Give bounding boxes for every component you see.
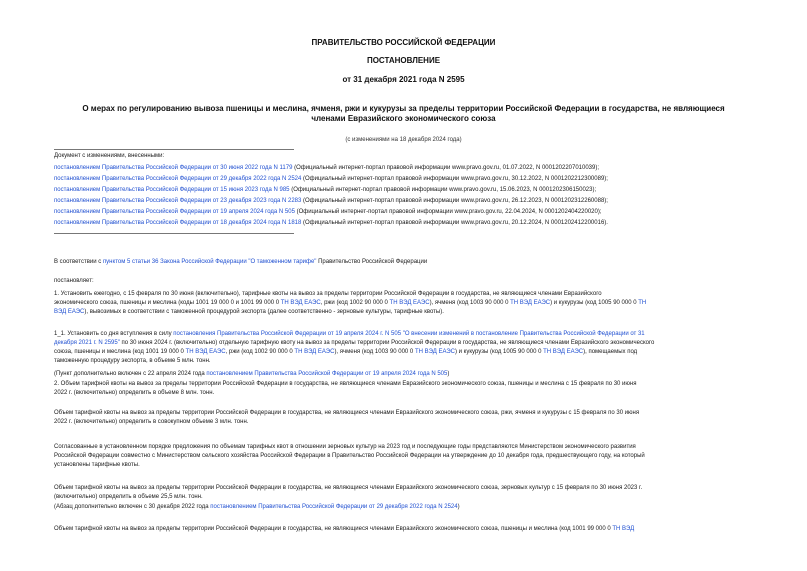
amendment-item (54, 219, 608, 227)
amendment-link[interactable]: постановлением Правительства Российской Федерации от 23 декабря 2023 года N 2283 (54, 198, 302, 204)
document-date-heading: от 31 декабря 2021 года N 2595 (342, 75, 465, 84)
paragraph-1-1-line-4: таможенную процедуру экспорта, в объеме 5 млн. тонн. (54, 358, 211, 364)
amendment-link[interactable]: постановлением Правительства Российской Федерации от 15 июня 2023 года N 985 (54, 187, 290, 193)
paragraph-1-1-note: (Пункт дополнительно включен с 22 апреля 2024 года постановлением Правительства Российской Федерации от 19 апреля 2024 года N 505) (54, 371, 450, 377)
tnved-link[interactable]: ТН ВЭД ЕАЭС (185, 349, 226, 355)
paragraph-1-1-line-1: 1_1. Установить со дня вступления в силу постановления Правительства Российской Федерации от 19 апреля 2024 г. N 505 "О внесении изменений в постановление Правительства Российской Федерации от 31 (54, 331, 645, 337)
amendment-item (54, 186, 596, 194)
customs-tariff-law-link[interactable]: пунктом 5 статьи 36 Закона Российской Федерации "О таможенном тарифе" (102, 259, 317, 265)
amendment-source: (Официальный интернет-портал правовой информации www.pravo.gov.ru, 15.06.2023, N 0001202306150023); (289, 187, 597, 193)
paragraph-5-note: (Абзац дополнительно включен с 30 декабря 2022 года постановлением Правительства Российской Федерации от 29 декабря 2022 года N 2524) (54, 504, 460, 510)
amendment-source: (Официальный интернет-портал правовой информации www.pravo.gov.ru, 22.04.2024, N 0001202404220020); (294, 209, 602, 215)
amendment-item (54, 197, 608, 205)
amendment-source: (Официальный интернет-портал правовой информации www.pravo.gov.ru, 20.12.2024, N 0001202412200016). (301, 220, 608, 226)
amendments-top-rule (54, 149, 294, 150)
amendment-item (54, 175, 608, 183)
paragraph-4-line-1: Согласованные в установленном порядке предложения по объемам тарифных квот в отношении зерновых культур на 2023 год и последующие годы представляются Министерством экономического развития (54, 444, 636, 450)
paragraph-6-line-1: Объем тарифной квоты на вывоз за пределы территории Российской Федерации в государства, не являющиеся членами Евразийского экономического союза, пшеницы и меслина (код 1001 99 000 0 ТН ВЭД (54, 526, 635, 532)
paragraph-4-line-3: установлены тарифные квоты. (54, 462, 140, 468)
amendment-source: (Официальный интернет-портал правовой информации www.pravo.gov.ru, 01.07.2022, N 0001202207010039); (292, 165, 600, 171)
amendment-link[interactable]: постановлением Правительства Российской Федерации от 29 декабря 2022 года N 2524 (54, 176, 302, 182)
paragraph-2-line-2: 2022 г. (включительно) определить в объеме 8 млн. тонн. (54, 390, 215, 396)
tnved-link[interactable]: ВЭД ЕАЭС (54, 309, 85, 315)
amendment-link[interactable]: постановлением Правительства Российской Федерации от 30 июня 2022 года N 1179 (54, 165, 293, 171)
tnved-link[interactable]: ТН ВЭД ЕАЭС (543, 349, 584, 355)
amendment-item (54, 164, 599, 172)
amendments-bottom-rule (54, 233, 294, 234)
paragraph-5-line-1: Объем тарифной квоты на вывоз за пределы территории Российской Федерации в государства, не являющиеся членами Евразийского экономического союза, зерновых культур с 15 февраля по 30 июня 2023 г. (54, 485, 643, 491)
amendment-source: (Официальный интернет-портал правовой информации www.pravo.gov.ru, 26.12.2023, N 0001202312260088); (301, 198, 608, 204)
government-heading: ПРАВИТЕЛЬСТВО РОССИЙСКОЙ ФЕДЕРАЦИИ (311, 38, 496, 47)
document-title-line-1: О мерах по регулированию вывоза пшеницы и меслина, ячменя, ржи и кукурузы за пределы территории Российской Федерации в государства, не являющиеся (82, 104, 725, 113)
amendment-link[interactable]: постановлением Правительства Российской Федерации от 19 апреля 2024 года N 505 (54, 209, 295, 215)
document-type-heading: ПОСТАНОВЛЕНИЕ (366, 56, 441, 65)
tnved-link[interactable]: ТН (638, 300, 647, 306)
paragraph-5-line-2: (включительно) определить в объеме 25,5 млн. тонн. (54, 494, 203, 500)
preamble: В соответствии с пунктом 5 статьи 36 Закона Российской Федерации "О таможенном тарифе" Правительство Российской Федерации (54, 259, 428, 265)
amendment-source: (Официальный интернет-портал правовой информации www.pravo.gov.ru, 30.12.2022, N 0001202212300089); (301, 176, 608, 182)
tnved-link[interactable]: ТН ВЭД ЕАЭС (280, 300, 321, 306)
decree-2595-link[interactable]: декабря 2021 г. N 2595" (54, 340, 120, 346)
tnved-link[interactable]: ТН ВЭД ЕАЭС (294, 349, 335, 355)
tnved-link[interactable]: ТН ВЭД ЕАЭС (389, 300, 430, 306)
tnved-link[interactable]: ТН ВЭД (612, 526, 635, 532)
revision-note: (с изменениями на 18 декабря 2024 года) (345, 137, 462, 143)
tnved-link[interactable]: ТН ВЭД ЕАЭС (510, 300, 551, 306)
paragraph-1-1-line-3: союза, пшеницы и меслина (код 1001 19 000 0 ТН ВЭД ЕАЭС, ржи (код 1002 90 000 0 ТН ВЭД ЕАЭС), ячменя (код 1003 90 000 0 ТН ВЭД ЕАЭС) и кукурузы (код 1005 90 000 0 ТН ВЭД ЕАЭС), помещаемых под (54, 349, 638, 355)
paragraph-1-line-1: 1. Установить ежегодно, с 15 февраля по 30 июня (включительно), тарифные квоты на вывоз за пределы территории Российской Федерации в государства, не являющиеся членами Евразийского (54, 291, 602, 297)
paragraph-3-line-1: Объем тарифной квоты на вывоз за пределы территории Российской Федерации в государства, не являющиеся членами Евразийского экономического союза, ржи, ячменя и кукурузы с 15 февраля по 30 июня (54, 410, 640, 416)
document-title-line-2: членами Евразийского экономического союза (311, 114, 496, 123)
paragraph-3-line-2: 2022 г. (включительно) определить в совокупном объеме 3 млн. тонн. (54, 419, 249, 425)
paragraph-1-line-2: экономического союза, пшеницы и меслина (коды 1001 19 000 0 и 1001 99 000 0 ТН ВЭД ЕАЭС, ржи (код 1002 90 000 0 ТН ВЭД ЕАЭС), ячменя (код 1003 90 000 0 ТН ВЭД ЕАЭС) и кукурузы (код 1005 90 000 0 ТН (54, 300, 647, 306)
paragraph-1-1-line-2: декабря 2021 г. N 2595" по 30 июня 2024 г. (включительно) отдельную тарифную квоту на вывоз за пределы территории Российской Федерации в государства, не являющиеся членами Евразийского экономического (54, 340, 655, 346)
amendment-link[interactable]: постановлением Правительства Российской Федерации от 18 декабря 2024 года N 1818 (54, 220, 302, 226)
tnved-link[interactable]: ТН ВЭД ЕАЭС (414, 349, 455, 355)
amendments-intro: Документ с изменениями, внесенными: (54, 153, 165, 159)
decree-2524-link[interactable]: постановлением Правительства Российской Федерации от 29 декабря 2022 года N 2524 (210, 504, 458, 510)
paragraph-4-line-2: Российской Федерации совместно с Министерством сельского хозяйства Российской Федерации в Правительство Российской Федерации на утверждение до 10 декабря года, предшествующего году, на который (54, 453, 645, 459)
decree-505-link[interactable]: постановления Правительства Российской Федерации от 19 апреля 2024 г. N 505 "О внесении изменений в постановление Правительства Российской Федерации от 31 (173, 331, 645, 337)
amendment-item (54, 208, 602, 216)
decree-505-link[interactable]: постановлением Правительства Российской Федерации от 19 апреля 2024 года N 505 (206, 371, 448, 377)
paragraph-2-line-1: 2. Объем тарифной квоты на вывоз за пределы территории Российской Федерации в государства, не являющиеся членами Евразийского экономического союза, пшеницы и меслина с 15 февраля по 30 июня (54, 381, 637, 387)
decree-word: постановляет: (54, 278, 94, 284)
paragraph-1-line-3: ВЭД ЕАЭС), вывозимых в соответствии с таможенной процедурой экспорта (далее соответственно - зерновые культуры, тарифные квоты). (54, 309, 444, 315)
